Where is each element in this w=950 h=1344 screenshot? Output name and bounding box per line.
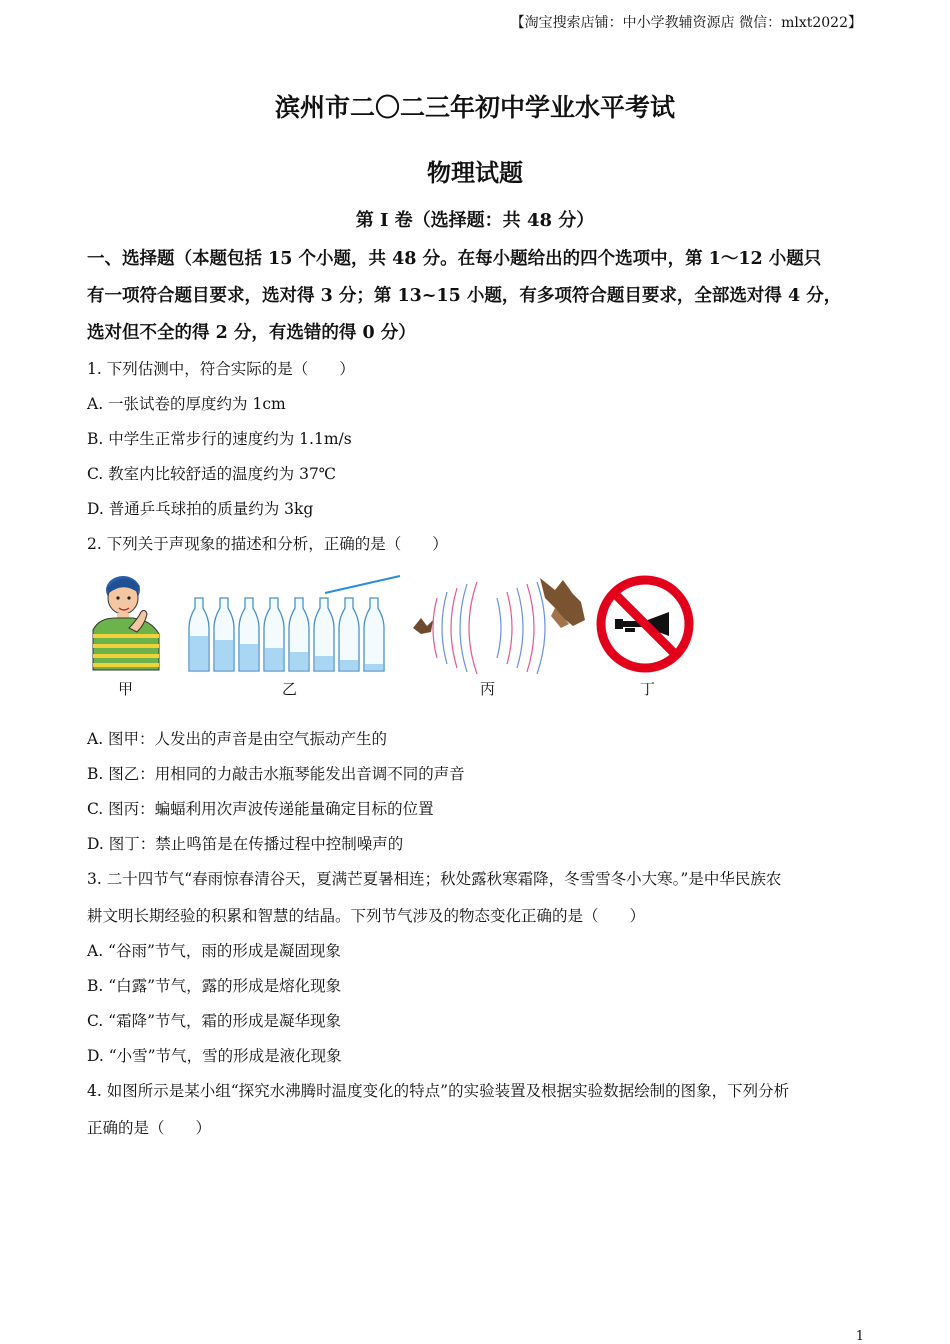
no-horn-sign-icon <box>601 580 689 668</box>
instructions-line-1: 一、选择题（本题包括 15 个小题，共 48 分。在每小题给出的四个选项中，第 1～12 小题只 <box>87 249 822 269</box>
q2-stem: 2. 下列关于声现象的描述和分析，正确的是（ ） <box>87 535 448 553</box>
caption-jia: 甲 <box>118 680 134 698</box>
section-heading: 第 I 卷（选择题：共 48 分） <box>355 210 595 231</box>
q1-stem: 1. 下列估测中，符合实际的是（ ） <box>87 360 355 378</box>
exam-subtitle: 物理试题 <box>427 158 523 187</box>
q3-option-b: B. “白露”节气，露的形成是熔化现象 <box>87 977 342 995</box>
caption-ding: 丁 <box>640 680 656 698</box>
q2-option-a: A. 图甲：人发出的声音是由空气振动产生的 <box>87 730 388 748</box>
q3-option-c: C. “霜降”节气，霜的形成是凝华现象 <box>87 1012 342 1030</box>
page-number: 1 <box>855 1329 864 1344</box>
q1-option-c: C. 教室内比较舒适的温度约为 37℃ <box>87 465 337 483</box>
q3-stem-line-1: 3. 二十四节气“春雨惊春清谷天，夏满芒夏暑相连；秋处露秋寒霜降，冬雪雪冬小大寒。”是中华民族农 <box>87 870 782 888</box>
bat-ultrasound-illustration <box>413 578 585 674</box>
exam-title: 滨州市二〇二三年初中学业水平考试 <box>274 93 675 122</box>
q2-option-d: D. 图丁：禁止鸣笛是在传播过程中控制噪声的 <box>87 835 404 853</box>
instructions-line-2: 有一项符合题目要求，选对得 3 分；第 13~15 小题，有多项符合题目要求，全部选对得 4 分， <box>87 286 842 306</box>
water-bottles-illustration <box>189 576 400 671</box>
q3-option-d: D. “小雪”节气，雪的形成是液化现象 <box>87 1047 342 1065</box>
caption-bing: 丙 <box>480 680 496 698</box>
q4-stem-line-1: 4. 如图所示是某小组“探究水沸腾时温度变化的特点”的实验装置及根据实验数据绘制的图象，下列分析 <box>87 1082 790 1100</box>
q2-figure <box>85 568 705 698</box>
q4-stem-line-2: 正确的是（ ） <box>87 1119 212 1137</box>
q2-option-b: B. 图乙：用相同的力敲击水瓶琴能发出音调不同的声音 <box>87 765 465 783</box>
q1-option-b: B. 中学生正常步行的速度约为 1.1m/s <box>87 430 352 448</box>
q3-option-a: A. “谷雨”节气，雨的形成是凝固现象 <box>87 942 341 960</box>
caption-yi: 乙 <box>282 680 298 698</box>
instructions-line-3: 选对但不全的得 2 分，有选错的得 0 分） <box>87 323 416 343</box>
q3-stem-line-2: 耕文明长期经验的积累和智慧的结晶。下列节气涉及的物态变化正确的是（ ） <box>87 907 646 925</box>
page-header: 【淘宝搜索店铺：中小学教辅资源店 微信：mlxt2022】 <box>510 15 862 31</box>
q1-option-a: A. 一张试卷的厚度约为 1cm <box>87 395 286 413</box>
q2-option-c: C. 图丙：蝙蝠利用次声波传递能量确定目标的位置 <box>87 800 434 818</box>
boy-illustration <box>93 576 159 670</box>
q1-option-d: D. 普通乒乓球拍的质量约为 3kg <box>87 500 314 518</box>
